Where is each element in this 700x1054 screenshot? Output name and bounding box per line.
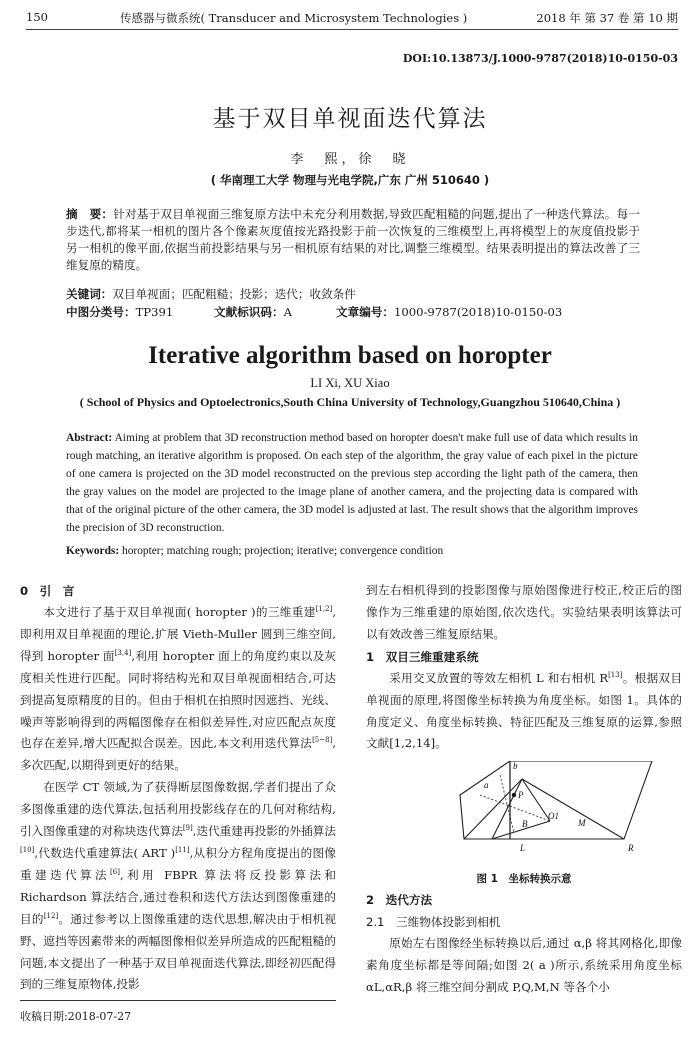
english-keywords-text: horopter; matching rough; projection; iterative; convergence condition <box>122 545 444 557</box>
right-column <box>366 580 682 999</box>
page-number: 150 <box>26 10 48 24</box>
received-date: 收稿日期:2018-07-27 <box>20 1010 132 1023</box>
class-number: 中图分类号：TP391 <box>66 305 174 319</box>
doi: DOI:10.13873/J.1000-9787(2018)10-0150-03 <box>402 52 678 65</box>
figure-1 <box>366 761 682 869</box>
section-1-heading: 1 双目三维重建系统 <box>366 649 479 664</box>
fig-label-m: M <box>578 818 586 829</box>
coordinate-diagram <box>432 761 662 867</box>
section-0-heading: 0 引 言 <box>20 584 75 598</box>
citation: [6] <box>110 867 120 876</box>
keywords-label: 关键词： <box>66 287 113 301</box>
citation: [10] <box>20 845 35 854</box>
fig-label-a: a <box>484 780 489 791</box>
chinese-affiliation: ( 华南理工大学 物理与光电学院,广东 广州 510640 ) <box>210 173 490 187</box>
paragraph-2: 在医学 CT 领域,为了获得断层图像数据,学者们提出了众多图像重建的迭代算法,包括利用投影线存在的几何对称结构,引入图像重建的对称块迭代算法[9],迭代重建再投影的外插算法[10],代数迭代重建算法( ART )[11],从积分方程角度提出的图像重建迭代算法[6],利用 FBPR 算法将反投影算法和 Richardson 算法结合,通过卷积和迭代方法达到图像重建的目的[12]。通过参考以上图像重建的迭代思想,解决由于相机视野、遮挡等因素带来的两幅图像相似差异所造成的匹配粗糙的问题,本文提出了一种基于双目单视面迭代算法,即经初匹配得到的三维复原物体,投影 <box>20 780 337 992</box>
fig-label-p: P <box>518 790 524 801</box>
chinese-authors: 李 熙，徐 晓 <box>290 152 410 167</box>
english-title: Iterative algorithm based on horopter <box>148 342 552 369</box>
document-code: 文献标识码：A <box>214 305 292 319</box>
abstract-text: 针对基于双目单视面三维复原方法中未充分利用数据,导致匹配粗糙的问题,提出了一种迭代算法。每一步迭代,都将某一相机的图片各个像素灰度值按光路投影于前一次恢复的三维模型上,再将模型上的灰度值投影于另一相机的像平面,依据当前投影结果与另一相机原有结果的对比,调整三维模型。结果表明提出的算法改善了三维复原的精度。 <box>66 207 640 272</box>
citation: [5~8] <box>312 736 333 745</box>
figure-1-caption: 图 1 坐标转换示意 <box>476 873 572 886</box>
abstract-label: 摘 要： <box>66 207 114 221</box>
journal-name: 传感器与微系统( Transducer and Microsystem Technologies ) <box>120 11 468 25</box>
article-number: 文章编号：1000-9787(2018)10-0150-03 <box>336 305 563 319</box>
paragraph-4: 采用交叉放置的等效左相机 L 和右相机 R[13]。根据双目单视面的原理,将图像坐标转换为角度坐标。如图 1。具体的角度定义、角度坐标转换、特征匹配及三维复原的运算,参照文献[1,2,14]。 <box>366 670 682 751</box>
section-2-1-heading: 2.1 三维物体投影到相机 <box>366 915 501 930</box>
chinese-title: 基于双目单视面迭代算法 <box>212 106 488 132</box>
left-column <box>20 580 336 996</box>
fig-label-r: R <box>628 843 634 854</box>
fig-label-B: B <box>522 819 528 830</box>
english-affiliation: ( School of Physics and Optoelectronics,South China University of Technology,Guangzhou 510640,China ) <box>79 395 621 409</box>
english-abstract <box>66 430 638 537</box>
english-authors: LI Xi, XU Xiao <box>310 376 390 390</box>
english-keywords <box>66 545 638 557</box>
paragraph-3: 到左右相机得到的投影图像与原始图像进行校正,校正后的图像作为三维重建的原始图,依次迭代。实验结果表明该算法可以有效改善三维复原结果。 <box>366 583 682 641</box>
fig-label-l: L <box>520 843 526 854</box>
citation: [12] <box>43 911 59 920</box>
citation: [1,2] <box>315 605 333 613</box>
issue-info: 2018 年 第 37 卷 第 10 期 <box>536 11 678 25</box>
chinese-abstract <box>66 206 640 274</box>
citation: [3,4] <box>114 648 132 657</box>
running-header <box>26 6 678 30</box>
citation: [13] <box>608 670 623 679</box>
paragraph-1: 本文进行了基于双目单视面( horopter )的三维重建[1,2],即利用双目单视面的理论,扩展 Vieth-Muller 圆到三维空间,得到 horopter 面[3,4],利用 horopter 面上的角度约束以及灰度相关性进行匹配。同时将结构光和双目单视面相结合,可达到提高复原精度的目的。但由于相机在拍照时因遮挡、光线、噪声等影响得到的两幅图像存在相似差异性,对应匹配点灰度也存在差异,增大匹配拟合误差。因此,本文利用迭代算法[5~8],多次匹配,以期得到更好的结果。 <box>20 605 336 773</box>
keywords-text: 双目单视面；匹配粗糙；投影；迭代；收敛条件 <box>112 287 356 301</box>
paragraph-5: 原始左右图像经坐标转换以后,通过 α,β 将其网格化,即像素角度坐标都是等间隔;如图 2( a )所示,系统采用角度坐标 αL,αR,β 将三维空间分割成 P,Q,M,N 等各个小 <box>366 936 682 995</box>
english-abstract-label: Abstract: <box>66 432 113 444</box>
chinese-keywords <box>66 286 640 302</box>
section-2-heading: 2 迭代方法 <box>366 893 433 908</box>
english-abstract-text: Aiming at problem that 3D reconstruction method based on horopter doesn't make full use of data which results in rough matching, an iterative algorithm is proposed. On each step of the algorithm, the gray value of each pixel in the picture of one camera is projected on the 3D model reconstructed on the previous step according the light path of the camera, then the gray values on the model are projected to the image plane of another camera, and the projecting data is compared with that of the original picture of the other camera, the 3D model is adjusted at last. The result shows that the algorithm improves the precision of 3D reconstruction. <box>66 432 639 534</box>
left-image-plane <box>460 761 510 839</box>
footnote-divider <box>20 1000 336 1001</box>
citation: [11] <box>175 845 190 854</box>
fig-label-o1: O1 <box>548 811 559 822</box>
english-keywords-label: Keywords: <box>66 545 120 557</box>
fig-label-b: b <box>513 761 518 772</box>
citation: [9] <box>182 824 193 833</box>
